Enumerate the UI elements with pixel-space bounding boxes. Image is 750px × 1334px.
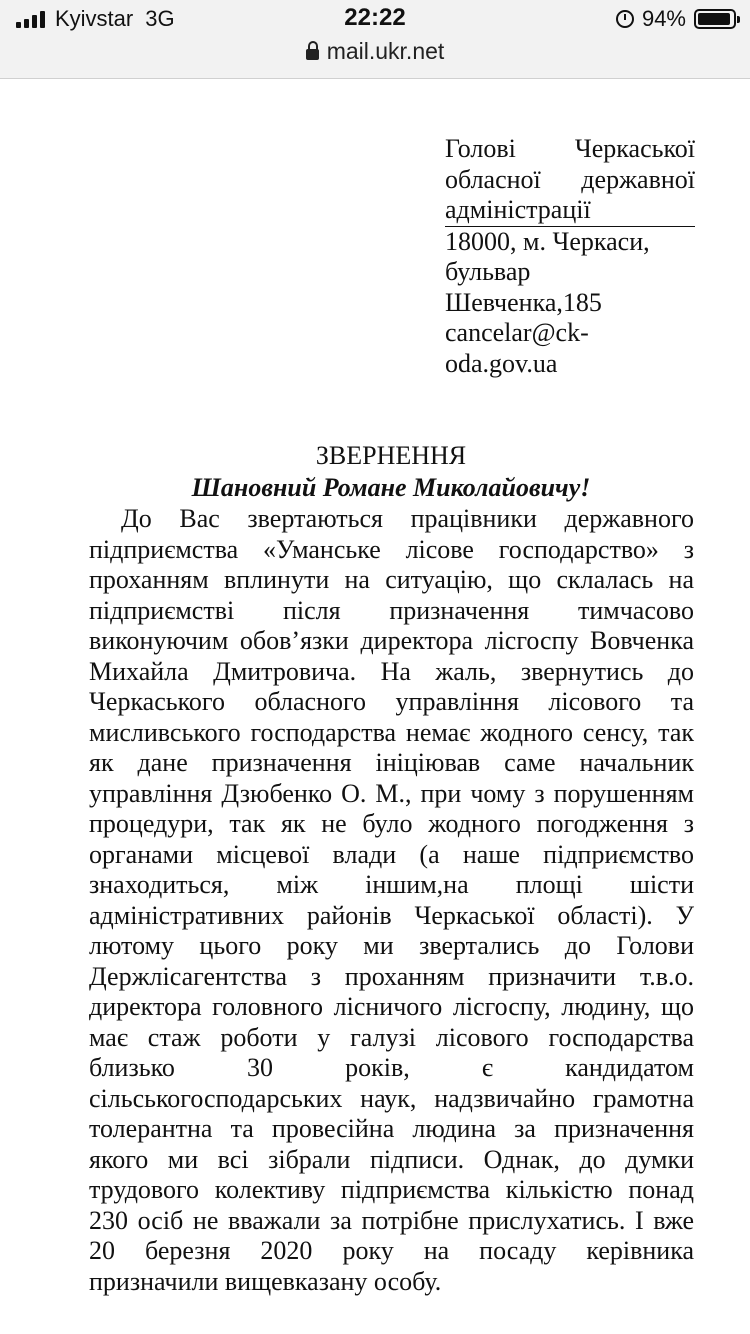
addressee-line: Шевченка,185	[445, 287, 602, 317]
body-line: має стаж роботи у галузі лісового господарства	[89, 1022, 694, 1052]
body-line: адміністративних районів Черкаської області). У	[89, 900, 694, 930]
body-line: лютому цього року ми звертались до Голови	[89, 931, 694, 960]
body-line: призначили вищевказану особу.	[89, 1266, 442, 1296]
status-right	[616, 6, 736, 32]
body-line: підприємстві після призначення тимчасово	[89, 595, 694, 625]
document-greeting: Шановний Романе Миколайовичу!	[191, 473, 591, 502]
battery-fill	[698, 13, 730, 25]
body-line: виконуючим обов’язки директора лісгоспу Вовченка	[89, 626, 694, 655]
url-text: mail.ukr.net	[326, 38, 445, 64]
address-bar[interactable]	[0, 38, 750, 65]
addressee-email: cancelar@ck-	[445, 318, 589, 347]
alarm-icon	[616, 10, 634, 28]
body-line: знаходиться, між іншим,на площі шісти	[89, 870, 694, 899]
battery-icon	[694, 9, 736, 29]
document-heading: ЗВЕРНЕННЯ	[315, 441, 467, 470]
body-line: мисливського господарства немає жодного сенсу, так	[89, 717, 694, 747]
addressee-line: бульвар	[445, 257, 531, 286]
body-line: 230 осіб не вважали за потрібне прислухатись. І вже	[89, 1205, 694, 1235]
body-line: органами місцевої влади (а наше підприємство	[89, 839, 694, 869]
carrier-name: Kyivstar	[55, 6, 134, 31]
document-body	[89, 504, 694, 1297]
body-line: підприємства «Уманське лісове господарство» з	[89, 534, 694, 564]
addressee-line: обласної державної	[445, 164, 695, 194]
addressee-line: 18000, м. Черкаси,	[445, 226, 650, 256]
body-line: як дане призначення ініціював саме начальник	[89, 748, 694, 777]
body-line: Черкаського обласного управління лісового та	[89, 687, 694, 716]
addressee-line: Голові Черкаської	[445, 134, 695, 163]
body-line: Держлісагентства з проханням призначити т.в.о.	[89, 961, 694, 991]
battery-percent: 94%	[641, 6, 686, 31]
body-line: Михайла Дмитровича. На жаль, звернутись до	[89, 656, 694, 686]
status-time: 22:22	[344, 4, 406, 31]
body-line: толерантна та провесійна людина за призначення	[89, 1114, 694, 1143]
body-line: якого ми всі зібрали підписи. Однак, до думки	[89, 1144, 694, 1174]
network-type: 3G	[145, 6, 175, 31]
body-line: трудового колективу підприємства кількістю понад	[89, 1175, 694, 1204]
addressee-block	[445, 134, 695, 379]
addressee-email: oda.gov.ua	[445, 348, 558, 378]
body-line: управління Дзюбенко О. М., при чому з порушенням	[89, 778, 694, 808]
body-line: близько 30 років, є кандидатом	[89, 1053, 694, 1082]
body-line: До Вас звертаються працівники державного	[121, 504, 694, 533]
body-line: 20 березня 2020 року на посаду керівника	[89, 1236, 694, 1265]
body-line: проханням вплинути на ситуацію, що склалась на	[89, 565, 694, 594]
lock-icon	[306, 49, 319, 60]
body-line: директора головного лісничого лісгоспу, людину, що	[89, 992, 694, 1021]
body-line: сільськогосподарських наук, надзвичайно грамотна	[89, 1083, 694, 1113]
body-line: процедури, так як не було жодного погодження з	[89, 809, 694, 838]
addressee-line: адміністрації	[445, 195, 695, 227]
